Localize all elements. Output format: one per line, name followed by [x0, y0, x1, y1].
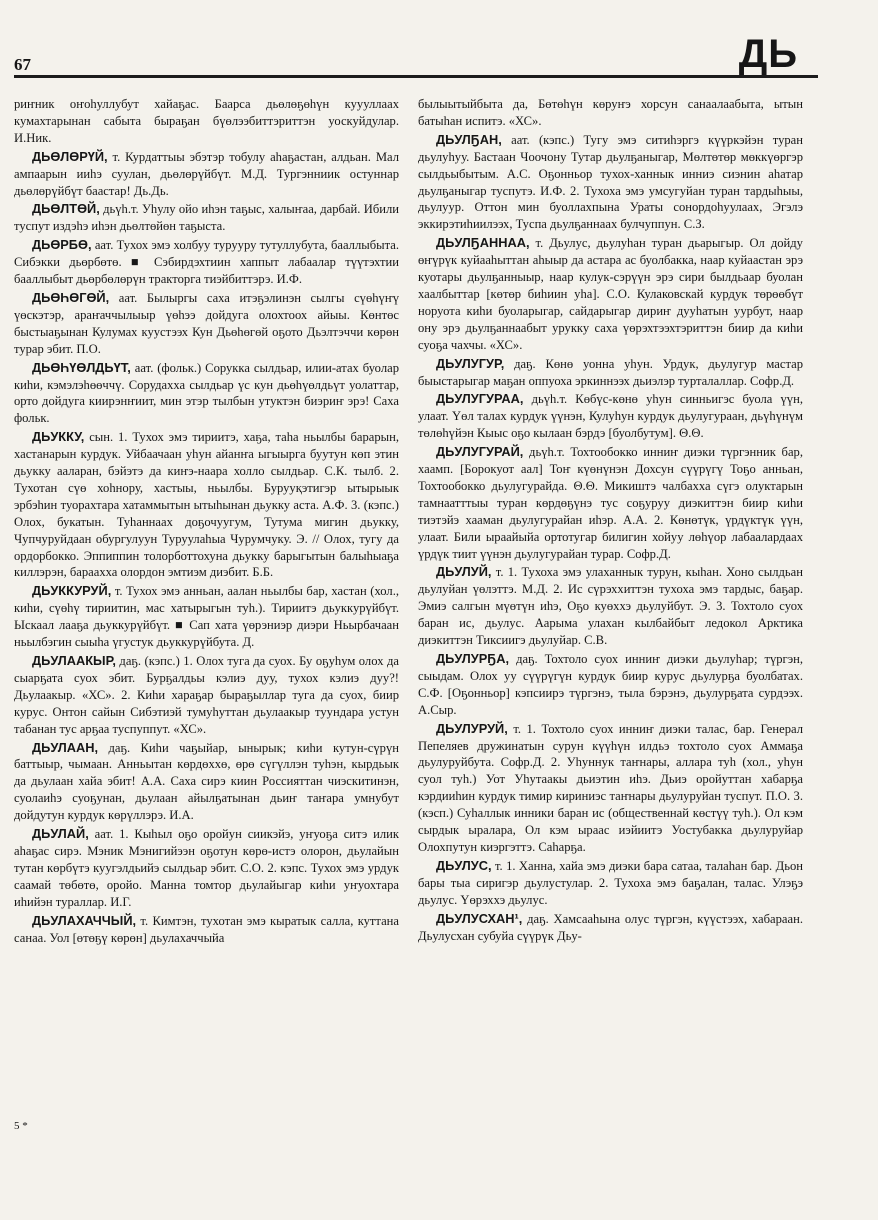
left-column	[14, 96, 399, 1136]
entry-text: аат. Тухох эмэ холбуу турууру тутуллубута, бааллыбыта. Сибэкки дьөрбөтө. ■ Сэбирдэхтиин хаппыт лабаалар түүтэхтии бааллыбыт дьөрбөлөрүн тракторга тиэйбиттэрэ. И.Ф.	[14, 238, 399, 287]
entry-headword: ДЬУЛАЙ,	[32, 826, 89, 842]
right-column	[418, 96, 803, 1136]
entry-text: даҕ. Тохтоло суох инниҥ диэки дьулуһар; түргэн, сыыдам. Олох уу сүүрүгүн курдук биир курус дьулурҕа буолбатах. С.Ф. [Оҕонньор] кэпсиирэ түргэнэ, тыла бэрэнэ, дьулурҕата сурдээх. А.Сыр.	[418, 652, 803, 717]
entry-headword: ДЬУЛУРҔА,	[436, 651, 510, 666]
dictionary-entry	[14, 429, 399, 581]
entry-headword: ДЬӨРБӨ,	[32, 237, 92, 253]
dictionary-entry	[418, 651, 803, 719]
entry-text: аат. (кэпс.) Тугу эмэ ситиһэргэ күүркэйэн туран дьулуһуу. Бастаан Чоочону Тутар дьулҕаныгар, Мөлтөтөр мөккүөргэр сылдьыбытым. А.С. Оҕонньор тухох-ханнык инниэ сиэнин аһатар дьулҕаныгар туспутэ. И.Ф. 2. Тухоха эмэ умсугуйан туран тардыһыы, дьулуур. Оттон мин буоллахпына Ураты сонордоһуулаах, Эгэлэ эккирэтиһиилээх, Туспа дьулҕаннаах булчуппун. С.З.	[418, 132, 803, 232]
entry-text: т. Тухох эмэ анньан, аалан ньылбы бар, хастан (хол., киһи, сүөһү тириитин, мас хатырыгын туһ.). Тириитэ дьуккурүйбүт. Ыскаал лааҕа дьуккурүйбүт. ■ Сап хата үөрэниэр диэри Ньырбачаан ньылбэгин сыыһа үгустук дьуккурүйбута. Д.	[14, 584, 399, 650]
entry-headword: ДЬУЛУРУЙ,	[436, 720, 508, 736]
entry-text: даҕ. Киһи чаҕыйар, ынырык; киһи кутун-сүрүн баттыыр, чымаан. Анньытан көрдөххө, өрө сүгүллэн туһэн, кырдьык да дьулаан хайа эбит! А.А. Саха сирэ киин Россияттан чиэскитинэн, суолаиһэ суоҕунан, дьулаан айылҕатынан дьиҥ таҥара умнубут дойдутун курдук көрүллэрэ. И.А.	[14, 740, 399, 823]
entry-text: аат. (фольк.) Сорукка сылдьар, илии-атах буолар киһи, кэмэлэһөөччү. Сорудахха сылдьар үс кун дьөһүөлдьүт уолаттар, орто дойдуга киирэнҥиит, мин этэр тылбын утуктэн биэриҥ эрэ! Саха фольк.	[14, 360, 399, 426]
dictionary-entry	[418, 564, 803, 649]
entry-text: т. Кимтэн, тухотан эмэ кыратык салла, куттана санаа. Уол [өтөҕү көрөн] дьулахаччыйа	[14, 913, 399, 945]
entry-headword: ДЬӨЛӨРҮЙ,	[32, 148, 108, 164]
entry-text: риҥник оҥоһуллубут хайаҕас. Баарса дьөлөҕөһүн куууллаах кумахтарынан сабыта быраҕан бүөлээбиттэриттэн уоскуйдулар. И.Ник.	[14, 97, 399, 145]
entry-headword: ДЬУЛУГУРАА,	[436, 391, 524, 407]
dictionary-entry	[14, 290, 399, 358]
entry-text: даҕ. (кэпс.) 1. Олох туга да суох. Бу оҕуһум олох да сыарҕата суох эбит. Бурҕалдьы кэлиэ дуу, тухох кэлиэ дуу?! Дьулаакыр. «ХС». 2. Киһи хараҕар быраҕыллар туга да суох, биир курус. Онтон сайын Сибэтиэй тумуһуттан дьулаакыр туундара устун табанан тус арҕаа туспуппут. «ХС».	[14, 654, 399, 736]
entry-headword: ДЬӨҺҮӨЛДЬҮТ,	[32, 359, 131, 375]
dictionary-entry	[418, 444, 803, 562]
entry-text: т. 1. Тухоха эмэ улаханнык турун, кыһан. Хоно сылдьан дьулуйан үөлэттэ. М.Д. 2. Ис сүрэххиттэн тухоха эмэ тардыс, баҕар. Эмиэ салгын мүөтүн иһэ, Оҕо куөххэ дьулуйбут. Э. 3. Тохтоло суох баран ис, дьулус. Аарыма улахан кылбайбыт ледокол Арктика диэкиттэн Тиксиигэ дьулуйар. С.В.	[418, 565, 803, 648]
dictionary-entry	[14, 96, 399, 147]
entry-text: т. 1. Ханна, хайа эмэ диэки бара сатаа, талаһан бар. Дьон бары тыа сиригэр дьулустулар. 2. Тухоха эмэ баҕалан, талас. Улэҕэ дьулус. Үөрэххэ дьулус.	[418, 858, 803, 907]
dictionary-entry	[14, 237, 399, 288]
dictionary-entry	[418, 391, 803, 442]
dictionary-entry	[14, 913, 399, 947]
entry-headword: ДЬУЛҔАННАА,	[436, 235, 530, 251]
printer-signature: 5 *	[14, 1120, 28, 1132]
entry-headword: ДЬУЛААКЫР,	[32, 653, 116, 668]
dictionary-entry	[14, 201, 399, 235]
dictionary-entry	[14, 583, 399, 651]
entry-text: дьүһ.т. Тохтообокко инниҥ диэки түргэнник бар, хаамп. [Борокуот аал] Тоҥ күөнүнэн Дохсун сүүрүгү Тоҕо анньан, Тохтообокко дьулугурайда. Θ.Θ. Микиштэ чалбахха сүгэ олуктарын тамнаатттыы туран көрдөҕүнэ тус соҕуруу диэкиттэн биир киһи тиэтэйэ хааман дьулугурайан иһэр. А.А. 2. Көнөтүк, үрдүктүк үүн, улаат. Били ыраайыйа ортотугар билигин хойуу лөһүор лабаалардаах үрдүк тиит үүнэн дьулугурайан турар. Софр.Д.	[418, 445, 803, 561]
header-rule	[14, 75, 818, 78]
entry-headword: ДЬӨҺӨГӨЙ,	[32, 289, 110, 305]
section-letter-heading: ДЬ	[738, 32, 798, 76]
entry-text: былыытыйбыта да, Бөтөһүн көруҥэ хорсун санаалаабыта, ытын батыһан испитэ. «ХС».	[418, 97, 803, 128]
entry-text: даҕ. Көнө уонна уһун. Урдук, дьулугур мастар быыстарыгар маҕан оппуоха эркиннээх дьиэлэр турталаллар. Софр.Д.	[418, 356, 803, 388]
entry-text: дьүһ.т. Көбүс-көнө уһун синньигэс буола үүн, улаат. Үөл талах курдук үүнэн, Кулуһун курдук дьулугураан, дьүһүнүм төлөһүйэн Кыыс оҕо кылаан бэрдэ [буолбутум]. Θ.Θ.	[418, 392, 803, 441]
entry-headword: ДЬУЛҔАН,	[436, 131, 502, 147]
dictionary-entry	[418, 96, 803, 130]
entry-headword: ДЬУЛУЙ,	[436, 564, 492, 580]
entry-text: даҕ. Хамсааһына олус түргэн, күүстээх, хабараан. Дьулусхан субуйа сүүрүк Дьу-	[418, 911, 803, 943]
entry-text: т. Дьулус, дьулуһан туран дьарыгыр. Ол дойду өҥүрүк куйааһыттан аһыыр да астара ас буолбакка, наар куйаастан эрэ куотары дьулҕанныыр, наар кулук-сэрүүн эрэ сири былдьаар буолан хаалбыттар [көтөр биһиин уһа]. С.О. Кулаковскай курдук төрөөбүт норуота киһи буоларыгар, сайдарыгар дириҥ дууһатын уурбут, наар ону эрэ дьулҕаннаабыт урукку саха үөрэхтээхтэриттэн биир да киһи суоҕа чахчы. «ХС».	[418, 236, 803, 352]
dictionary-entry	[418, 132, 803, 233]
dictionary-entry	[14, 360, 399, 428]
entry-headword: ДЬУККУРУЙ,	[32, 583, 112, 599]
entry-text: дьүһ.т. Уһулу ойо иһэн таҕыс, халыҥаа, дарбай. Ибили туспут издэһэ иһэн дьөлтөйөн таҕыста.	[14, 202, 399, 234]
dictionary-entry	[418, 235, 803, 353]
dictionary-entry	[14, 149, 399, 200]
entry-text: т. Курдаттыы эбэтэр тобулу аһаҕастан, алдьан. Мал ампаарын ииһэ суулан, дьөлөрүйбүт. М.Д. Тургэнниик остуннар дьөлөрүйбүт баастар! Дь.Дь.	[14, 149, 399, 198]
entry-headword: ДЬУККУ,	[32, 429, 85, 445]
dictionary-entry	[14, 826, 399, 911]
entry-text: т. 1. Тохтоло суох инниҥ диэки талас, бар. Генерал Пепеляев дружинатын сурун күүһүн илдьэ тохтоло суох Аммаҕа дьулуруйбута. Софр.Д. 2. Уһуннук таҥнары, аллара туһ (хол., уһун суол туһ.) Уот Уһутаакы дьиэтин иһэ. Дьиэ оройуттан хабарҕа кэрдииһин курдук тимир кириниэс таҥнары дьулуруйан туспут. П.О. 3. (кэсп.) Суһаллык инники баран ис (общественнай көстүү туһ.). Ол кэм сырдык ыралара, Ол кэм ыраас иэйиитэ Уостубакка дьулуруйар Олохпутун киэргэттэ. Саһарҕа.	[418, 721, 803, 854]
dictionary-entry	[14, 740, 399, 825]
entry-headword: ДЬӨЛТӨЙ,	[32, 201, 100, 217]
dictionary-entry	[14, 653, 399, 738]
entry-text: аат. 1. Кыһыл оҕо оройун сиикэйэ, уҥуоҕа ситэ илик аһаҕас сирэ. Мэник Мэнигийээн оҕотун көрө-истэ олорон, дьулайын тутан көрбүтэ куугэлдьийэ сылдьар эбит. С.О. 2. кэпс. Тухох эмэ урдук саамай төбөтө, оройо. Манна томтор дьулайыгар киһи уҥуохтара иһийэн тураллар. И.Г.	[14, 827, 399, 909]
entry-headword: ДЬУЛААН,	[32, 739, 99, 755]
dictionary-entry	[418, 911, 803, 945]
dictionary-entry	[418, 356, 803, 390]
entry-headword: ДЬУЛУС,	[436, 857, 492, 873]
entry-text: сын. 1. Тухох эмэ тириитэ, хаҕа, таһа ньылбы барарын, хастанарын курдук. Уйбаачаан уһун айанҥа ыгыырга буутун көп этин дьукку ааларан, бэйэтэ да киҥэ-наара холло сылдьар. С.К. тылб. 2. Тухотан сүө хоһнору, хастыы, ньылбы. Бурууқэтигэр ытырыык эрбэһин туорахтара хатаммытын ытыһынан дьукку аста. А.Ф. 3. (кэпс.) Олох, букатын. Туһаннаах доҕочуугум, Тутума мигин дьукку, Чупчуруйдаан обургулуун Туруулаһыа Чурумчуку. Э. // Олох, тугу да ордорбокко. Эппиппин толорботтохуна дьукку барыгытын балыһыаҕа киллэрэн, бараахха олордон эмтиэм диэбит. Б.Б.	[14, 430, 399, 580]
page-number: 67	[14, 55, 31, 74]
entry-headword: ДЬУЛУСХАН¹,	[436, 910, 523, 926]
entry-headword: ДЬУЛАХАЧЧЫЙ,	[32, 912, 137, 928]
entry-headword: ДЬУЛУГУР,	[436, 355, 505, 371]
entry-headword: ДЬУЛУГУРАЙ,	[436, 444, 524, 460]
entry-text: аат. Былыргы саха итэҕэлинэн сылгы сүөһүҥү үөскэтэр, араҥаччылыыр үөһээ дойдуга олохтоох айыы. Көнтөс быстыаҕынан Кулумах куустээх Кун Дьөһөгөй оҕото Дьэлтэччи көрөн турар эбит. П.О.	[14, 290, 399, 356]
dictionary-entry	[418, 721, 803, 856]
dictionary-entry	[418, 858, 803, 909]
